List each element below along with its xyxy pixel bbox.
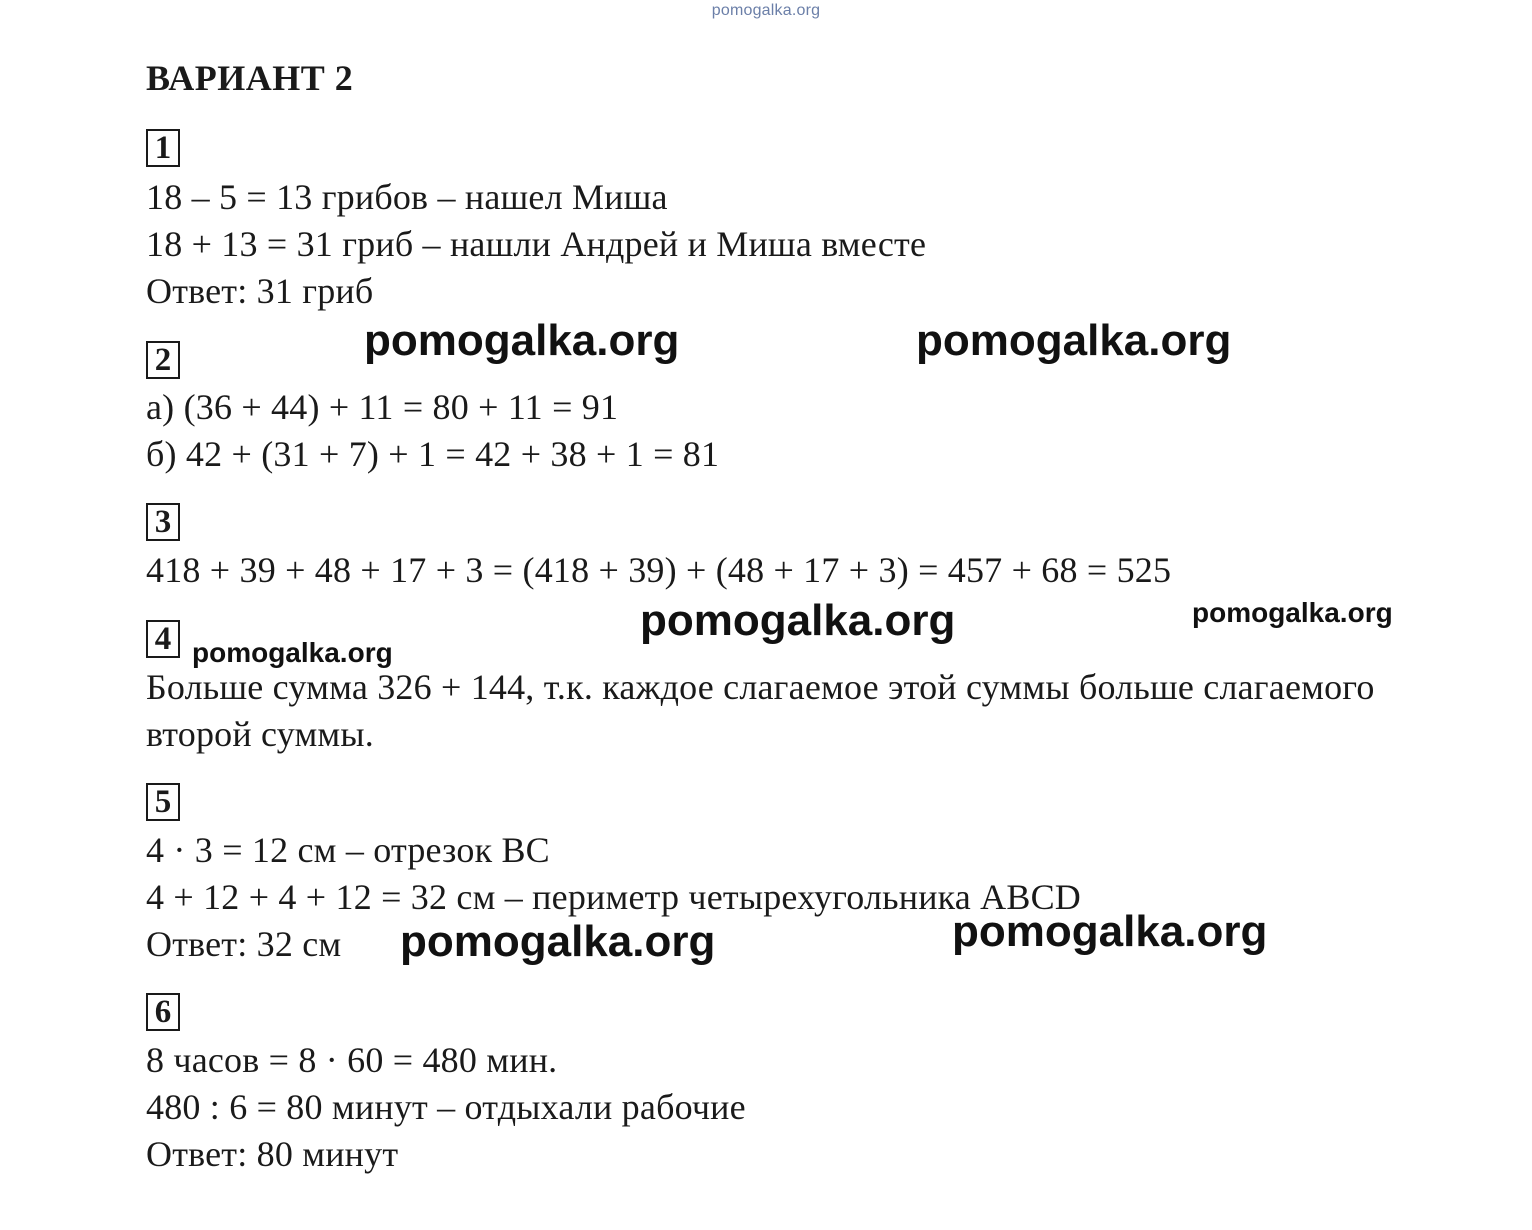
task-6-line-2: 480 : 6 = 80 минут – отдыхали рабочие	[146, 1087, 746, 1127]
watermark-text: pomogalka.org	[364, 316, 680, 365]
header-watermark: pomogalka.org	[711, 2, 821, 19]
task-5-answer: Ответ: 32 см	[146, 924, 342, 964]
task-5-line-2: 4 + 12 + 4 + 12 = 32 см – периметр четырехугольника ABCD	[146, 877, 1082, 917]
task-1-line-1: 18 – 5 = 13 грибов – нашел Миша	[146, 177, 668, 217]
task-6-line-1: 8 часов = 8 · 60 = 480 мин.	[146, 1040, 558, 1080]
task-1-line-2: 18 + 13 = 31 гриб – нашли Андрей и Миша вместе	[146, 224, 927, 264]
watermark-text: pomogalka.org	[400, 917, 716, 966]
watermark-text: pomogalka.org	[916, 316, 1232, 365]
watermark-text: pomogalka.org	[192, 637, 393, 668]
watermark-text: pomogalka.org	[952, 907, 1268, 956]
variant-title: ВАРИАНТ 2	[146, 58, 354, 98]
task-6-number-box: 6	[146, 993, 180, 1031]
task-6-answer: Ответ: 80 минут	[146, 1134, 399, 1174]
task-4-number-box: 4	[146, 620, 180, 658]
task-4-line-2: второй суммы.	[146, 714, 375, 754]
task-5-line-1: 4 · 3 = 12 см – отрезок ВС	[146, 830, 550, 870]
watermark-text: pomogalka.org	[1192, 597, 1393, 628]
task-4-line-1: Больше сумма 326 + 144, т.к. каждое слагаемое этой суммы больше слагаемого	[146, 667, 1375, 707]
task-3-line-1: 418 + 39 + 48 + 17 + 3 = (418 + 39) + (48 + 17 + 3) = 457 + 68 = 525	[146, 550, 1172, 590]
task-2-number-box: 2	[146, 341, 180, 379]
task-1-answer: Ответ: 31 гриб	[146, 271, 374, 311]
task-5-number-box: 5	[146, 783, 180, 821]
task-3-number-box: 3	[146, 503, 180, 541]
task-2-line-2: б) 42 + (31 + 7) + 1 = 42 + 38 + 1 = 81	[146, 434, 720, 474]
task-2-line-1: а) (36 + 44) + 11 = 80 + 11 = 91	[146, 387, 619, 427]
task-1-number-box: 1	[146, 129, 180, 167]
watermark-text: pomogalka.org	[640, 596, 956, 645]
